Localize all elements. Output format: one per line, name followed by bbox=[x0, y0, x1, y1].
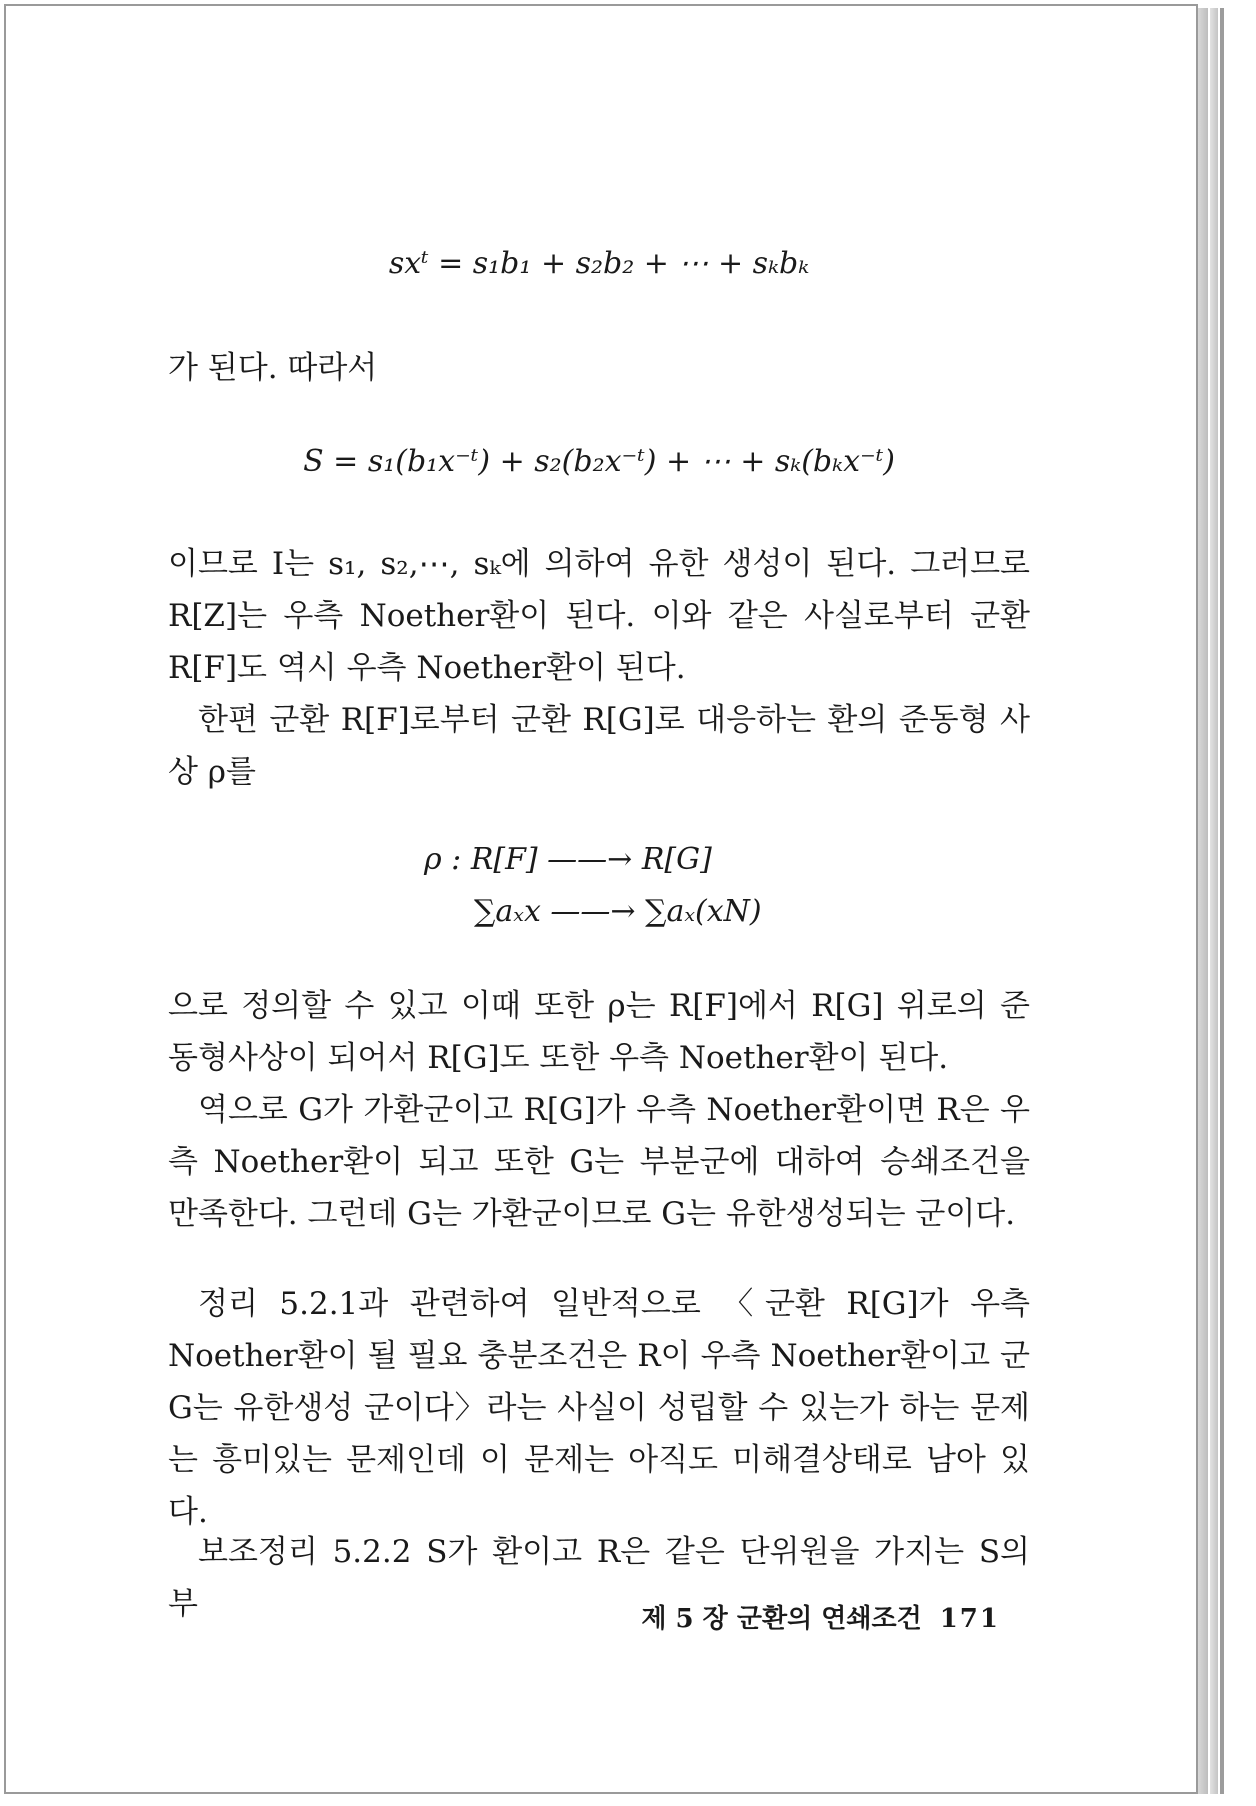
equation-sxt: sxᵗ = s₁b₁ + s₂b₂ + ⋯ + sₖbₖ bbox=[388, 246, 810, 281]
paragraph-7-lemma: 보조정리 5.2.2 S가 환이고 R은 같은 단위원을 가지는 S의 부 bbox=[168, 1534, 1030, 1622]
paragraph-4: 으로 정의할 수 있고 이때 또한 ρ는 R[F]에서 R[G] 위로의 준 동형사상이 되어서 R[G]도 또한 우측 Noether환이 된다. bbox=[168, 988, 1030, 1076]
paragraph-1: 가 된다. 따라서 bbox=[168, 350, 378, 386]
page-edge bbox=[1210, 8, 1218, 1794]
equation-rho bbox=[168, 834, 1030, 938]
paragraph-2: 이므로 I는 s₁, s₂,⋯, sₖ에 의하여 유한 생성이 된다. 그러므로 R[Z]는 우측 Noether환이 된다. 이와 같은 사실로부터 군환 R[F]도 역시 우측 Noether환이 된다. bbox=[168, 546, 1030, 686]
equation-rho-line-2: ∑aₓx ——→ ∑aₓ(xN) bbox=[474, 894, 762, 929]
paragraph-6: 정리 5.2.1과 관련하여 일반적으로 〈군환 R[G]가 우측 Noether환이 될 필요 충분조건은 R이 우측 Noether환이고 군 G는 유한생성 군이다〉라는 사실이 성립할 수 있는가 하는 문제는 흥미있는 문제인데 이 문제는 아직도 미해결상태로 남아 있다. bbox=[168, 1286, 1030, 1530]
page-edge bbox=[1220, 8, 1224, 1794]
page-number: 171 bbox=[939, 1604, 1000, 1634]
page-footer bbox=[640, 1598, 1000, 1635]
page-edge bbox=[1198, 8, 1208, 1794]
chapter-title: 제 5 장 군환의 연쇄조건 bbox=[641, 1604, 922, 1634]
paragraph-3: 한편 군환 R[F]로부터 군환 R[G]로 대응하는 환의 준동형 사상 ρ를 bbox=[168, 702, 1030, 790]
equation-S: S = s₁(b₁x⁻ᵗ) + s₂(b₂x⁻ᵗ) + ⋯ + sₖ(bₖx⁻ᵗ) bbox=[303, 444, 895, 479]
paragraph-5: 역으로 G가 가환군이고 R[G]가 우측 Noether환이면 R은 우측 Noether환이 되고 또한 G는 부분군에 대하여 승쇄조건을 만족한다. 그런데 G는 가환군이므로 G는 유한생성되는 군이다. bbox=[168, 1092, 1030, 1232]
equation-rho-line-1: ρ : R[F] ——→ R[G] bbox=[424, 842, 712, 877]
